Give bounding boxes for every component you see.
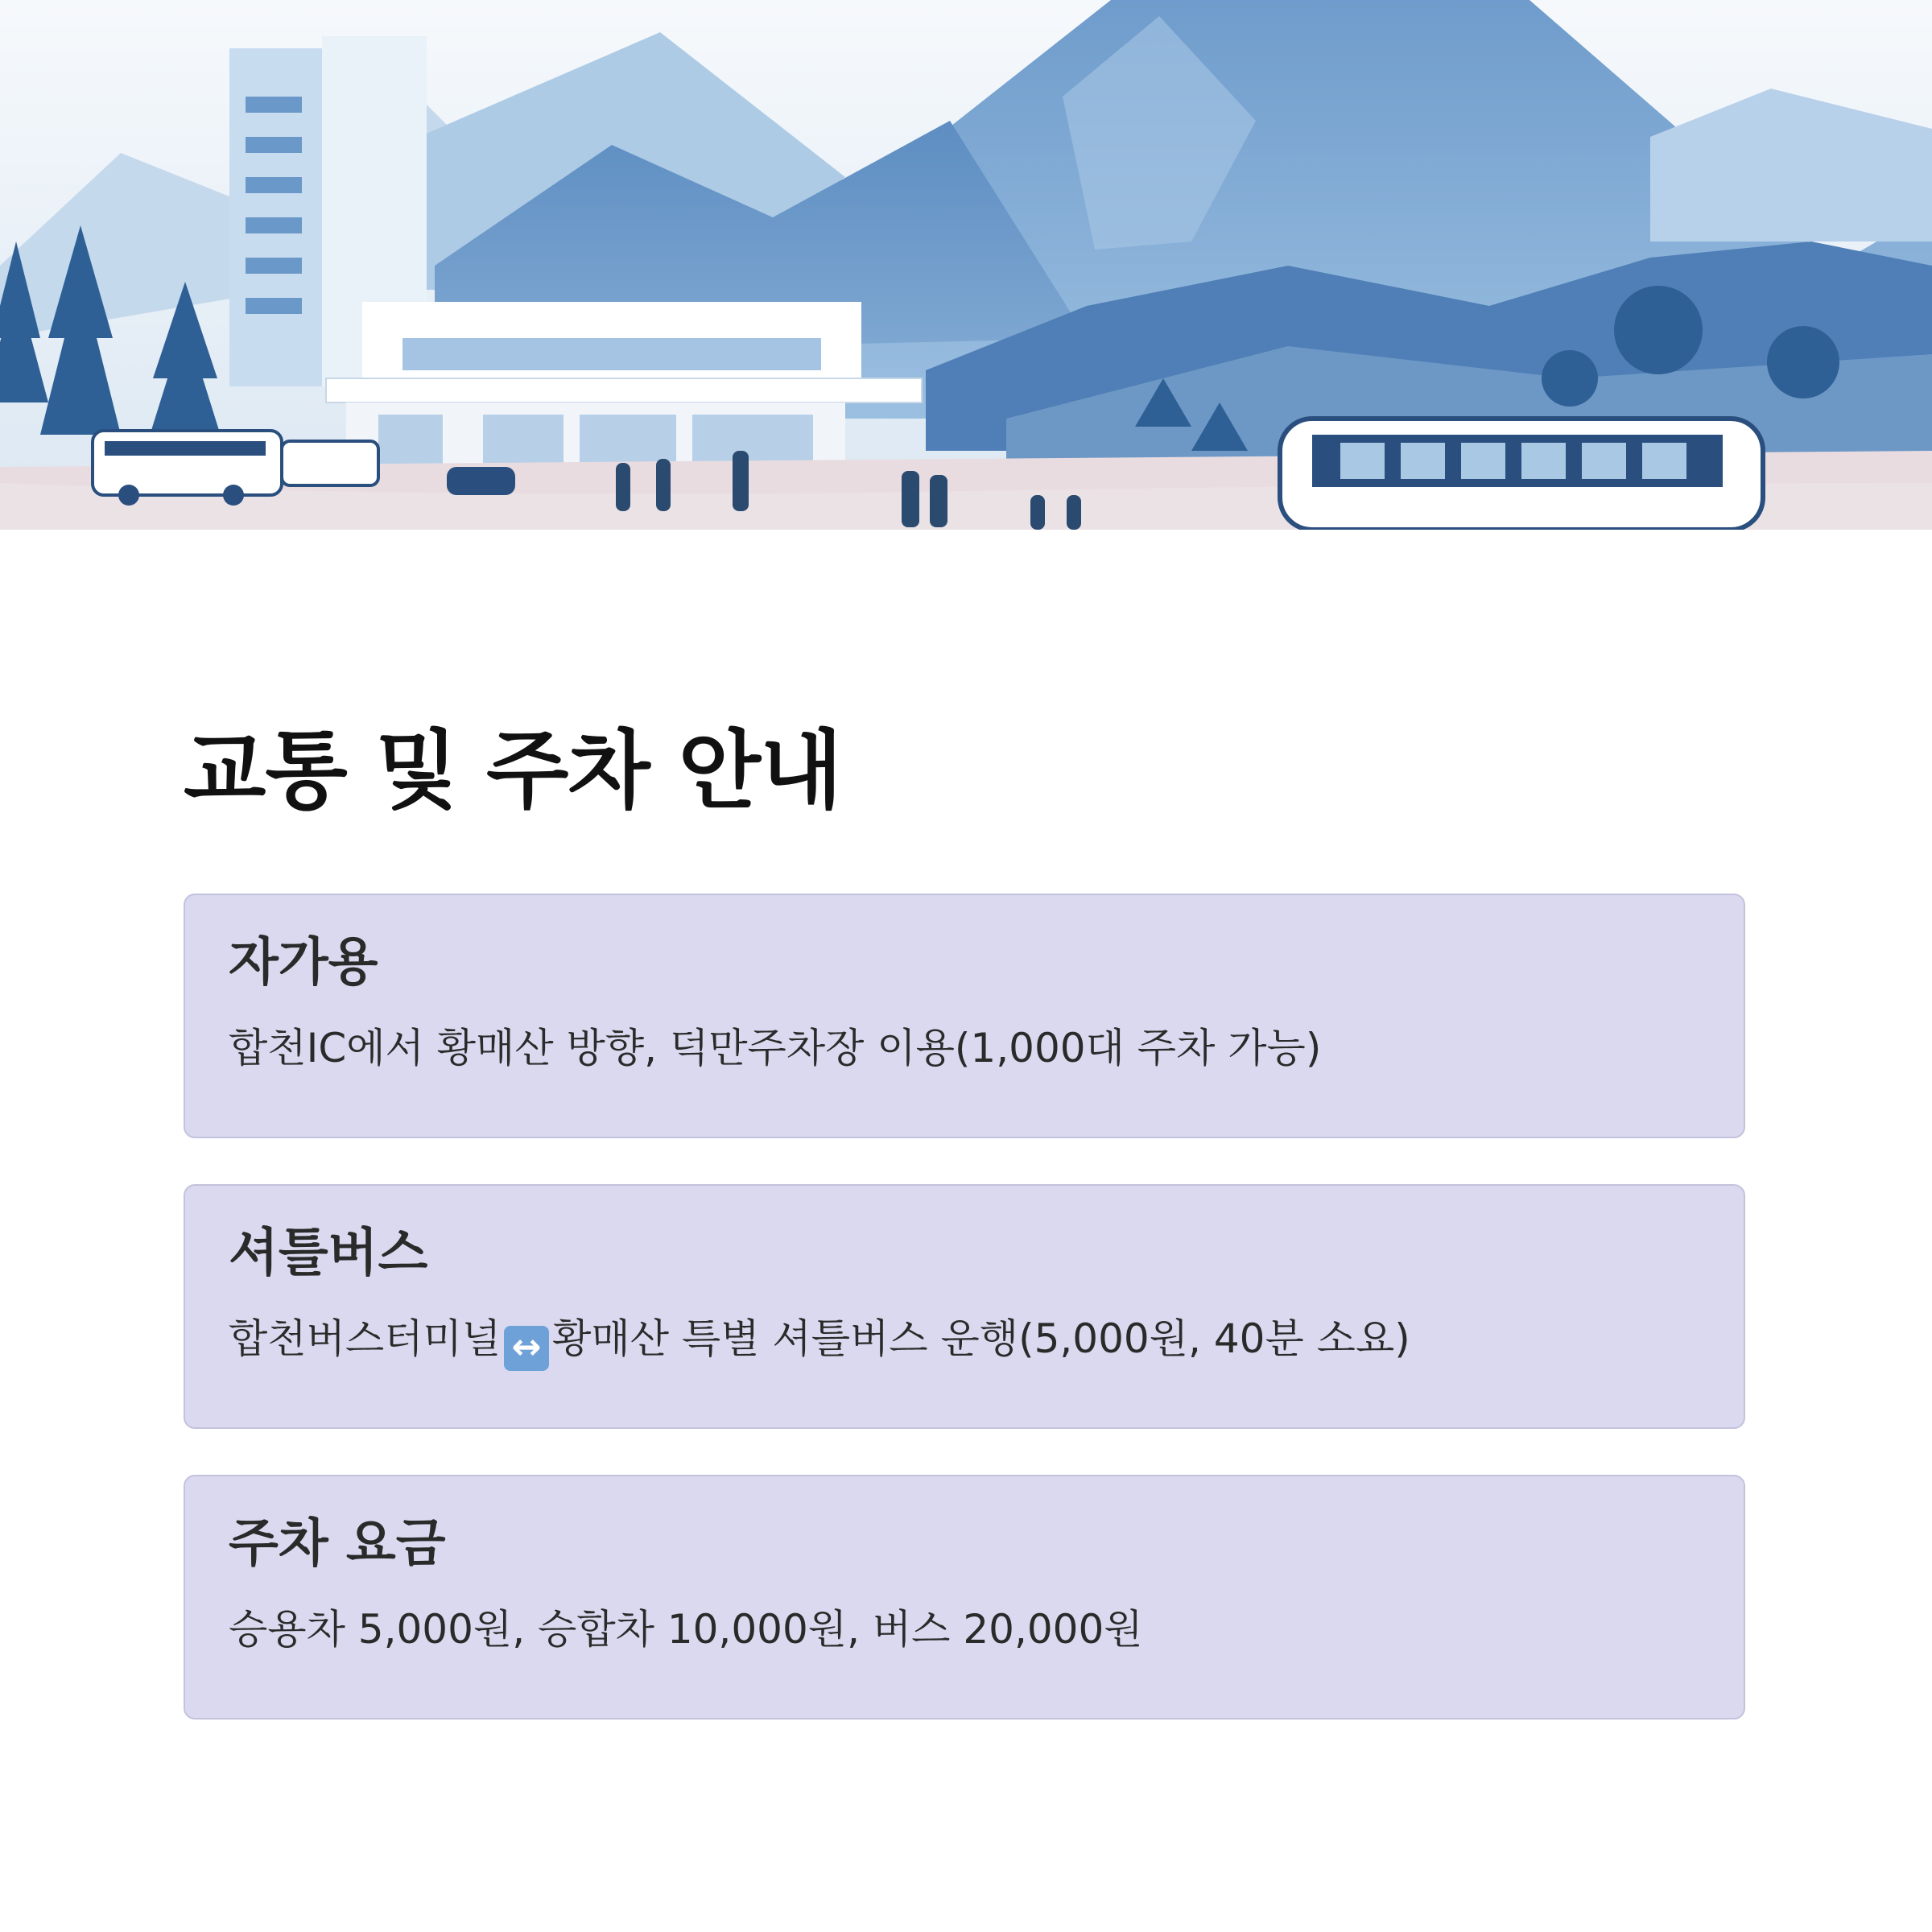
left-right-arrow-icon: ↔	[504, 1326, 549, 1371]
card-text-shuttle-bus	[229, 1315, 1700, 1371]
card-parking-fee	[184, 1475, 1745, 1719]
hero-illustration	[0, 0, 1932, 530]
card-text-private-car: 합천IC에서 황매산 방향, 덕만주차장 이용(1,000대 주차 가능)	[229, 1024, 1322, 1071]
card-private-car	[184, 894, 1745, 1138]
shuttle-origin-text: 합천버스터미널	[229, 1315, 502, 1362]
shuttle-detail-text: 황매산 특별 셔틀버스 운행(5,000원, 40분 소요)	[552, 1315, 1410, 1362]
card-shuttle-bus	[184, 1184, 1745, 1429]
main-content	[184, 721, 1748, 820]
card-title-shuttle-bus: 셔틀버스	[229, 1224, 428, 1283]
page-title: 교통 및 주차 안내	[184, 721, 842, 820]
mountain-bus-terminal-illustration-icon	[0, 0, 1932, 530]
card-text-parking-fee: 승용차 5,000원, 승합차 10,000원, 버스 20,000원	[229, 1605, 1143, 1653]
card-title-parking-fee: 주차 요금	[229, 1514, 446, 1574]
card-title-private-car: 자가용	[229, 933, 378, 993]
